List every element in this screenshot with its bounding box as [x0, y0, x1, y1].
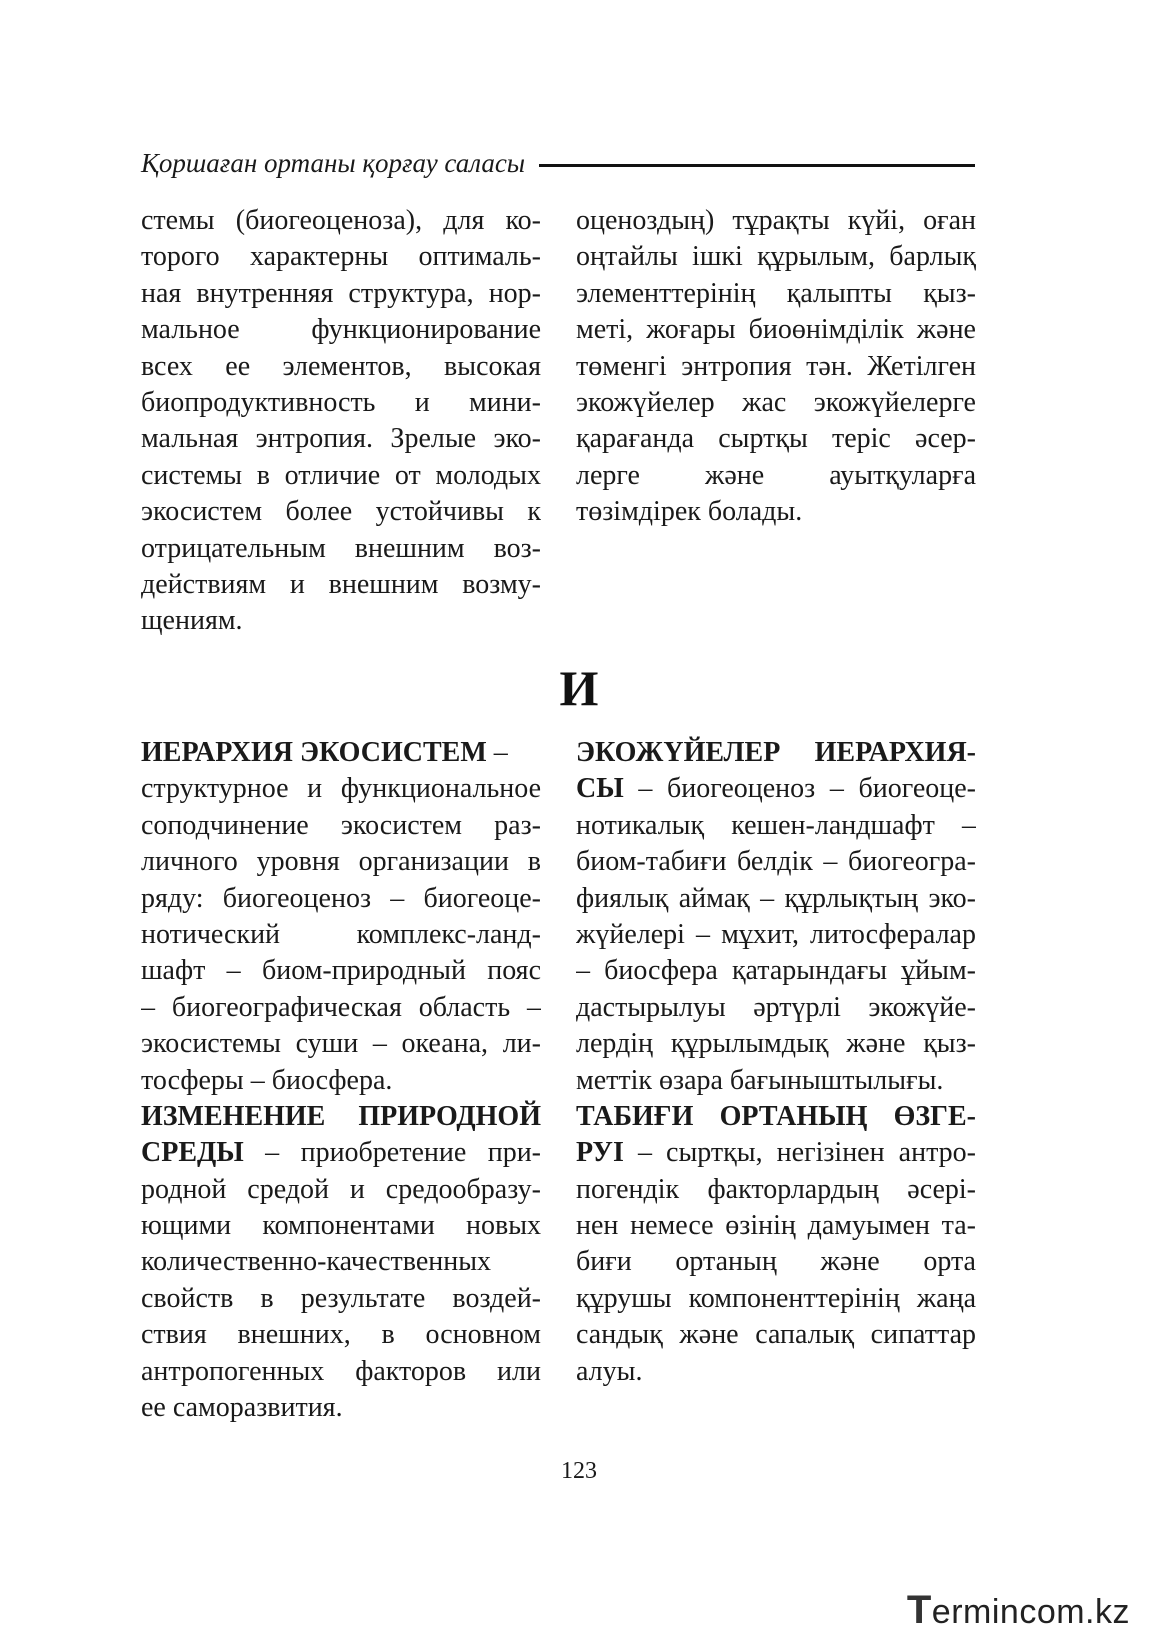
- text-line: нотический комплекс-ланд-: [141, 918, 541, 950]
- bottom-left-column: [141, 735, 541, 1426]
- bottom-right-column: [576, 735, 976, 1390]
- text-line: сандық және сапалық сипаттар: [576, 1319, 976, 1351]
- text-line: действиям и внешним возму-: [141, 568, 541, 600]
- term-text: – приобретение при-: [243, 1137, 541, 1169]
- watermark-logo: [907, 1588, 1130, 1633]
- text-line: оңтайлы ішкі құрылым, барлық: [576, 241, 976, 273]
- term-title: ИЕРАРХИЯ ЭКОСИСТЕМ: [141, 737, 487, 768]
- text-line: лердің құрылымдық және қыз-: [576, 1028, 976, 1060]
- text-line: количественно-качественных: [141, 1246, 492, 1278]
- running-header-title: Қоршаған ортаны қорғау саласы: [141, 148, 526, 178]
- section-letter: И: [559, 660, 599, 716]
- text-line: стемы (биогеоценоза), для ко-: [141, 205, 541, 236]
- text-line: экосистем более устойчивы к: [141, 496, 541, 528]
- term-title: ИЗМЕНЕНИЕ ПРИРОДНОЙ: [141, 1100, 541, 1132]
- text-line: дастырылуы әртүрлі экожүйе-: [576, 991, 976, 1023]
- text-line: оценоздың) тұрақты күйі, оған: [576, 205, 976, 236]
- text-line: структурное и функциональное: [141, 773, 541, 805]
- text-line: фиялық аймақ – құрлықтың эко-: [576, 882, 976, 914]
- term-title: СРЕДЫ: [141, 1137, 244, 1169]
- term-heading-line: [576, 735, 976, 771]
- text-line: меттік өзара бағыныштылығы.: [576, 1064, 944, 1096]
- term-text: – сыртқы, негізінен антро-: [623, 1137, 976, 1169]
- text-line: отрицательным внешним воз-: [141, 532, 541, 564]
- term-title: ЭКОЖҮЙЕЛЕР ИЕРАРХИЯ-: [576, 737, 976, 768]
- text-line: всех ее элементов, высокая: [141, 350, 541, 382]
- text-line: қарағанда сыртқы теріс әсер-: [576, 423, 976, 455]
- text-line: антропогенных факторов или: [141, 1355, 541, 1387]
- text-line: элементтерінің қалыпты қыз-: [576, 277, 976, 309]
- text-line: родной средой и средообразу-: [141, 1173, 541, 1205]
- text-line: төзімдірек болады.: [576, 496, 803, 528]
- running-header: [141, 148, 975, 179]
- watermark-text: ermincom.kz: [931, 1593, 1130, 1631]
- term-heading-line: [576, 1135, 976, 1171]
- text-line: системы в отличие от молодых: [141, 459, 541, 491]
- text-line: погендік факторлардың әсері-: [576, 1173, 976, 1205]
- term-text: – биогеоценоз – биогеоце-: [623, 773, 976, 805]
- text-line: лерге және ауытқуларға: [576, 459, 976, 491]
- text-line: экосистемы суши – океана, ли-: [141, 1028, 541, 1060]
- text-line: ная внутренняя структура, нор-: [141, 277, 541, 309]
- text-line: биопродуктивность и мини-: [141, 386, 541, 418]
- text-line: нотикалық кешен-ландшафт –: [576, 809, 976, 841]
- text-line: ряду: биогеоценоз – биогеоце-: [141, 882, 541, 914]
- top-right-column: [576, 203, 976, 531]
- term-heading-line: [141, 1099, 541, 1135]
- text-line: ствия внешних, в основном: [141, 1319, 541, 1351]
- text-line: – биогеографическая область –: [141, 991, 541, 1023]
- text-line: личного уровня организации в: [141, 846, 541, 878]
- text-line: шафт – биом-природный пояс: [141, 955, 541, 987]
- term-title: ТАБИҒИ ОРТАНЫҢ ӨЗГЕ-: [576, 1100, 976, 1132]
- text-line: биом-табиғи белдік – биогеогра-: [576, 846, 976, 878]
- term-heading-line: [576, 771, 976, 807]
- text-line: мальная энтропия. Зрелые эко-: [141, 423, 541, 455]
- page-number: 123: [561, 1458, 597, 1484]
- term-heading-line: [141, 1135, 541, 1171]
- text-line: мальное функционирование: [141, 314, 541, 346]
- text-line: – биосфера қатарындағы ұйым-: [576, 955, 976, 987]
- text-line: ее саморазвития.: [141, 1392, 343, 1424]
- header-rule: [539, 164, 975, 167]
- text-line: жүйелері – мұхит, литосфералар: [576, 918, 976, 950]
- term-dash: –: [486, 737, 508, 768]
- top-left-column: [141, 203, 541, 640]
- text-line: құрушы компоненттерінің жаңа: [576, 1282, 976, 1314]
- text-line: щениям.: [141, 605, 243, 637]
- text-line: нен немесе өзінің дамуымен та-: [576, 1210, 976, 1242]
- text-line: алуы.: [576, 1355, 643, 1387]
- watermark-initial: T: [906, 1588, 932, 1632]
- text-line: төменгі энтропия тән. Жетілген: [576, 350, 976, 382]
- term-title: СЫ: [576, 773, 624, 805]
- text-line: торого характерны оптималь-: [141, 241, 541, 273]
- text-line: свойств в результате воздей-: [141, 1282, 541, 1314]
- text-line: соподчинение экосистем раз-: [141, 809, 541, 841]
- text-line: ющими компонентами новых: [141, 1210, 541, 1242]
- text-line: биғи ортаның және орта: [576, 1246, 976, 1278]
- term-heading-line: [141, 735, 541, 771]
- text-line: меті, жоғары биоөнімділік және: [576, 314, 976, 346]
- term-title: РУІ: [576, 1137, 624, 1169]
- term-heading-line: [576, 1099, 976, 1135]
- text-line: тосферы – биосфера.: [141, 1064, 393, 1096]
- text-line: экожүйелер жас экожүйелерге: [576, 386, 976, 418]
